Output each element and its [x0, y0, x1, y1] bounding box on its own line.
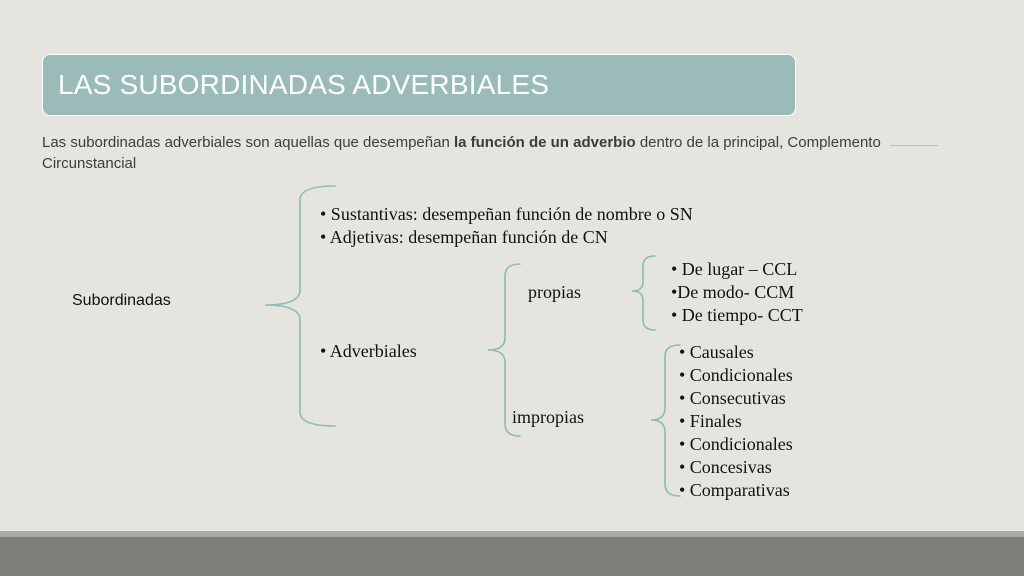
list-item: • Consecutivas	[679, 388, 786, 408]
adverbiales-label: • Adverbiales	[320, 341, 417, 361]
list-item: • Concesivas	[679, 457, 772, 477]
list-item: • De tiempo- CCT	[671, 305, 803, 325]
impropias-list	[679, 341, 793, 502]
top-items-list	[320, 203, 693, 249]
propias-list	[671, 258, 803, 327]
list-item: •De modo- CCM	[671, 282, 795, 302]
propias-label: propias	[528, 282, 581, 302]
slide-footer-line	[0, 531, 1024, 537]
slide-title: LAS SUBORDINADAS ADVERBIALES	[58, 69, 550, 100]
list-item: • Causales	[679, 342, 754, 362]
list-item: • Condicionales	[679, 434, 793, 454]
list-item: • Finales	[679, 411, 742, 431]
list-item: • Sustantivas: desempeñan función de nombre o SN	[320, 204, 693, 224]
intro-text-bold: la función de un adverbio	[453, 134, 636, 151]
intro-text-start: Las subordinadas adverbiales son aquellas que desempeñan	[42, 134, 454, 151]
propias-bracket	[632, 256, 655, 330]
impropias-label: impropias	[512, 407, 584, 427]
list-item: • Condicionales	[679, 365, 793, 385]
list-item: • Adjetivas: desempeñan función de CN	[320, 227, 608, 247]
list-item: • De lugar – CCL	[671, 259, 798, 279]
diagram-root-label: Subordinadas	[72, 292, 171, 309]
list-item: • Comparativas	[679, 480, 790, 500]
intro-text-end: dentro de la principal, Complemento Circunstancial	[42, 134, 881, 172]
impropias-bracket	[651, 345, 680, 496]
slide-footer-band	[0, 531, 1024, 576]
